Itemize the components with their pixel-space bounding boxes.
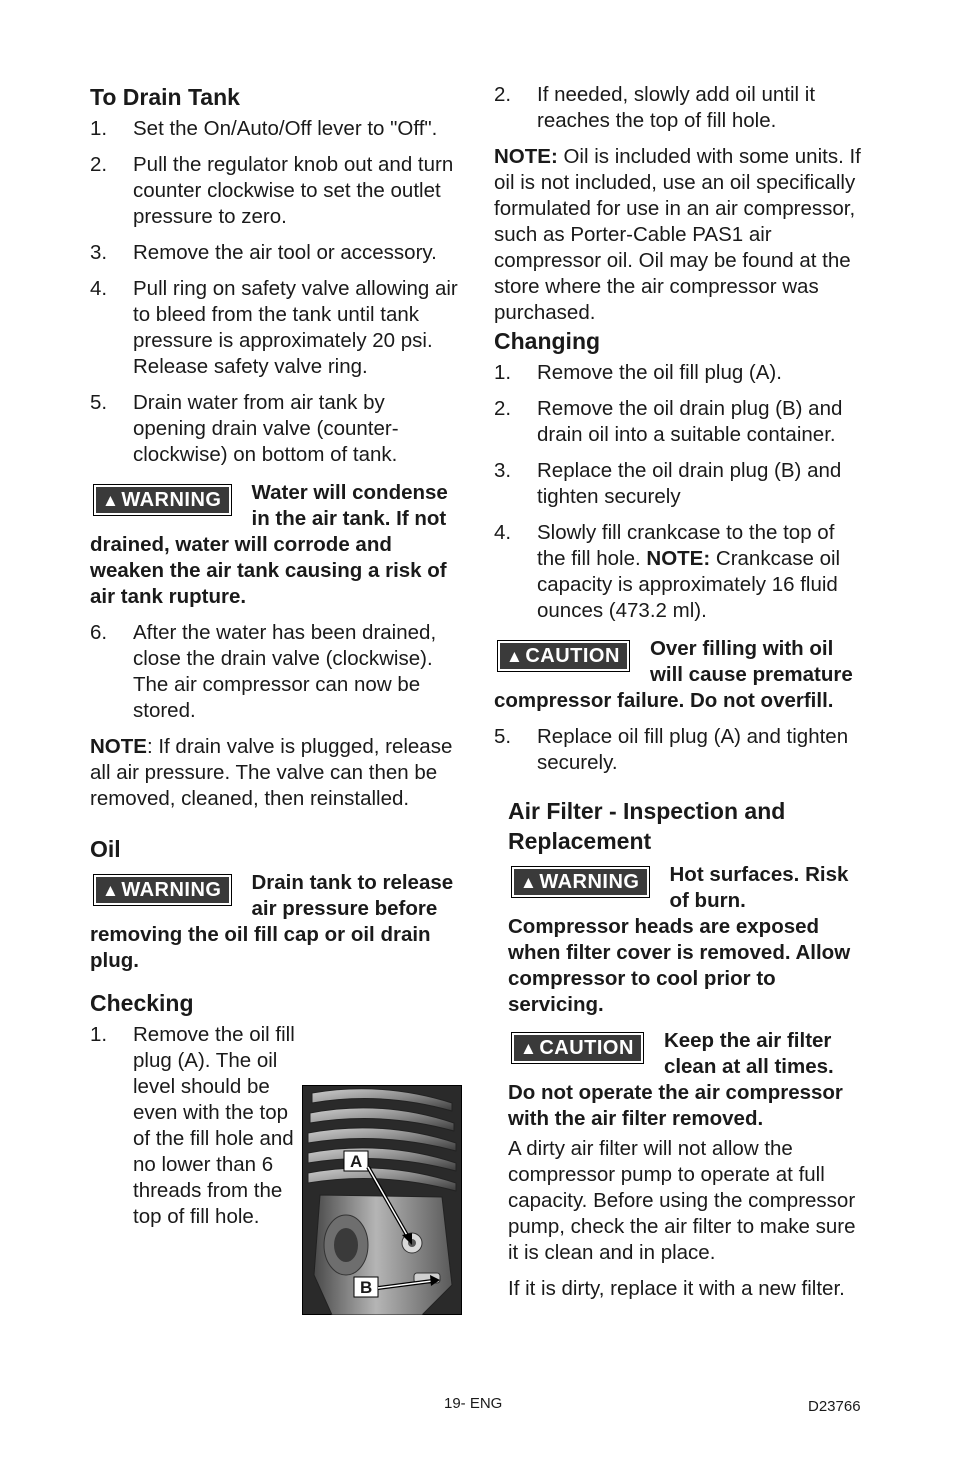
page-number: 19- ENG [444,1395,503,1412]
change-step-1: 1. Remove the oil fill plug (A). [494,361,782,384]
right-column [494,82,866,1312]
warning-badge: ▲ WARNING [511,866,650,898]
warning-triangle-icon: ▲ [506,647,524,666]
change-step-3: 3. Replace the oil drain plug (B) and tighten securely [494,459,842,508]
oil-note: NOTE: Oil is included with some units. If oil is not included, use an oil specifically formulated for use in an air compressor, such as Porter-Cable PAS1 air compressor oil. Oil may be found at the store where the air compressor was purchased. [494,145,861,324]
drain-warning: ▲ WARNING Water will condense in the air tank. If not drained, water will corrode and weaken the air tank causing a risk of air tank rupture. [90,481,448,608]
caution-badge: ▲ CAUTION [511,1032,644,1064]
left-column [90,82,462,1240]
warning-triangle-icon: ▲ [520,873,538,892]
caution-badge: ▲ CAUTION [497,640,630,672]
drain-step-5: 5. Drain water from air tank by opening drain valve (counter-clockwise) on bottom of tank. [90,391,399,466]
change-step-2: 2. Remove the oil drain plug (B) and drain oil into a suitable container. [494,397,843,446]
change-step-4: 4. Slowly fill crankcase to the top of the fill hole. NOTE: Crankcase oil capacity is approximately 16 fluid ounces (473.2 ml). [494,521,841,622]
drain-step-2: 2. Pull the regulator knob out and turn counter clockwise to set the outlet pressure to zero. [90,153,454,228]
compressor-pump-image [302,1085,462,1315]
compressor-photo [302,1085,462,1315]
warning-badge: ▲ WARNING [93,484,232,516]
oil-caution: ▲ CAUTION Over filling with oil will cause premature compressor failure. Do not overfill. [494,637,853,712]
warning-triangle-icon: ▲ [102,491,120,510]
drain-tank-heading: To Drain Tank [90,84,240,110]
drain-note: NOTE: If drain valve is plugged, release all air pressure. The valve can then be removed, cleaned, then reinstalled. [90,735,453,810]
air-filter-heading: Air Filter - Inspection and Replacement [508,798,786,854]
drain-step-4: 4. Pull ring on safety valve allowing air to bleed from the tank until tank pressure is approximately 20 psi. Release safety valve ring. [90,277,458,378]
check-step-1: 1. Remove the oil fill plug (A). The oil level should be even with the top of the fill hole and no lower than 6 threads from the top of fill hole. [90,1023,295,1228]
filter-warning: ▲ WARNING Hot surfaces. Risk of burn. Compressor heads are exposed when filter cover is removed. Allow compressor to cool prior to servicing. [508,863,851,1016]
document-code: D23766 [808,1398,861,1415]
checking-heading: Checking [90,990,194,1016]
filter-paragraph-2: If it is dirty, replace it with a new filter. [508,1277,845,1300]
label-a: A [350,1152,363,1171]
filter-caution: ▲ CAUTION Keep the air filter clean at all times. Do not operate the air compressor with the air filter removed. [508,1029,843,1130]
oil-heading: Oil [90,836,121,862]
air-filter-section [494,796,866,1302]
drain-step-6: 6. After the water has been drained, close the drain valve (clockwise). The air compressor can now be stored. [90,621,437,722]
drain-step-1: 1. Set the On/Auto/Off lever to "Off". [90,117,438,140]
warning-triangle-icon: ▲ [102,881,120,900]
label-b: B [360,1278,373,1297]
warning-triangle-icon: ▲ [520,1039,538,1058]
drain-step-3: 3. Remove the air tool or accessory. [90,241,437,264]
change-step-5: 5. Replace oil fill plug (A) and tighten securely. [494,725,849,774]
filter-paragraph-1: A dirty air filter will not allow the compressor pump to operate at full capacity. Before using the compressor pump, check the air filter to make sure it is clean and in place. [508,1137,856,1264]
check-step-2: 2. If needed, slowly add oil until it reaches the top of fill hole. [494,83,816,132]
changing-heading: Changing [494,328,601,354]
oil-warning: ▲ WARNING Drain tank to release air pressure before removing the oil fill cap or oil drain plug. [90,871,454,972]
warning-badge: ▲ WARNING [93,874,232,906]
